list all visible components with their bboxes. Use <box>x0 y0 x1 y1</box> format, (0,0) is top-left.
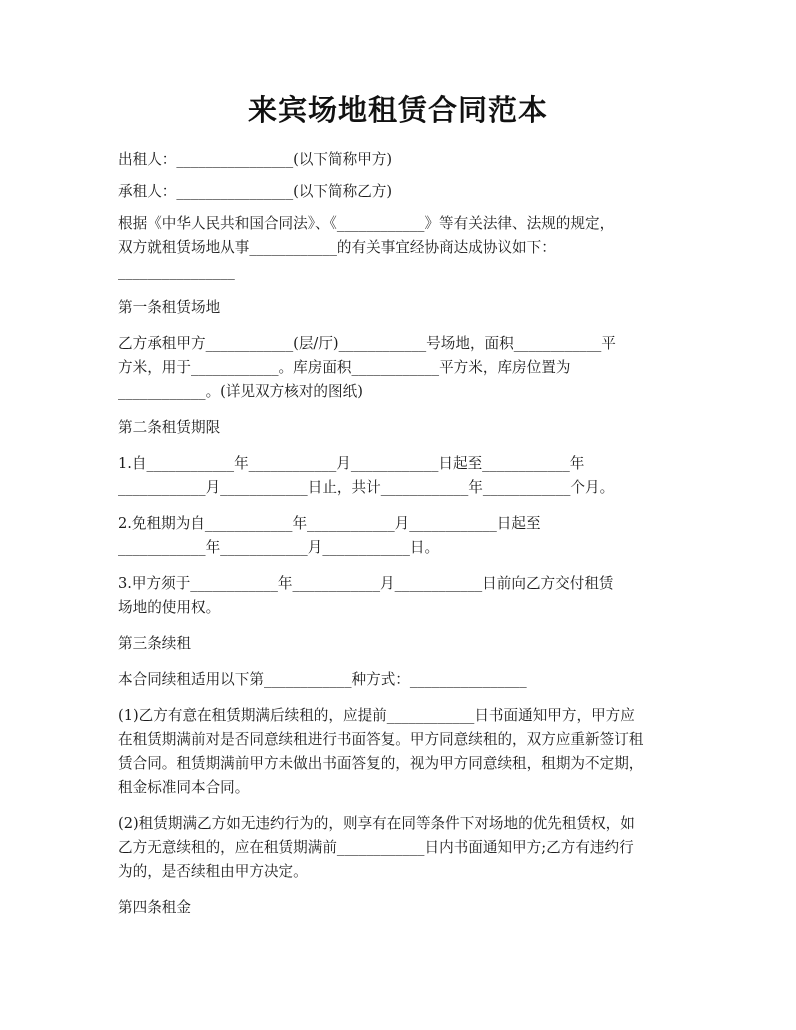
paragraph-line: 赁合同。租赁期满前甲方未做出书面答复的，视为甲方同意续租，租期为不定期， <box>118 755 644 772</box>
paragraph-line: 1.自____________年____________月____________日起至____________年 <box>118 455 585 472</box>
paragraph-line: 为的，是否续租由甲方决定。 <box>118 863 308 880</box>
paragraph-line: ____________。(详见双方核对的图纸) <box>118 383 363 400</box>
article-3-option-1 <box>118 704 680 800</box>
article-2-item-2 <box>118 512 680 560</box>
lessor-line: 出租人：________________(以下简称甲方) <box>118 151 393 168</box>
paragraph-line: 乙方承租甲方____________(层/厅)____________号场地，面积____________平 <box>118 335 616 352</box>
article-3-option-2 <box>118 812 680 884</box>
paragraph-line: 2.免租期为自____________年____________月____________日起至 <box>118 515 541 532</box>
article-2-heading: 第二条租赁期限 <box>118 419 221 436</box>
paragraph-line: 双方就租赁场地从事____________的有关事宜经协商达成协议如下： <box>118 239 556 256</box>
paragraph-line: 根据《中华人民共和国合同法》、《____________》等有关法律、法规的规定， <box>118 215 615 232</box>
article-4-heading: 第四条租金 <box>118 899 191 916</box>
paragraph-line: 租金标准同本合同。 <box>118 779 250 796</box>
paragraph-line: ____________月____________日止，共计____________年____________个月。 <box>118 479 615 496</box>
contract-body <box>118 148 680 932</box>
article-2-item-3 <box>118 572 680 620</box>
paragraph-line: ____________年____________月____________日。 <box>118 539 440 556</box>
article-2-item-1 <box>118 452 680 500</box>
document-title: 来宾场地租赁合同范本 <box>247 93 548 127</box>
paragraph-line: 3.甲方须于____________年____________月____________日前向乙方交付租赁 <box>118 575 614 592</box>
article-3-heading: 第三条续租 <box>118 635 191 652</box>
paragraph-line: 在租赁期满前对是否同意续租进行书面答复。甲方同意续租的，双方应重新签订租 <box>118 731 644 748</box>
article-1-paragraph <box>118 332 680 404</box>
paragraph-line: ________________ <box>118 263 235 280</box>
lessee-line: 承租人：________________(以下简称乙方) <box>118 183 393 200</box>
paragraph-line: 方米，用于____________。库房面积____________平方米，库房位置为 <box>118 359 571 376</box>
paragraph-line: (1)乙方有意在租赁期满后续租的，应提前____________日书面通知甲方，甲方应 <box>118 707 635 724</box>
preamble-paragraph <box>118 212 680 284</box>
paragraph-line: 场地的使用权。 <box>118 599 221 616</box>
paragraph-line: (2)租赁期满乙方如无违约行为的，则享有在同等条件下对场地的优先租赁权，如 <box>118 815 635 832</box>
paragraph-line: 乙方无意续租的，应在租赁期满前____________日内书面通知甲方;乙方有违约行 <box>118 839 634 856</box>
article-1-heading: 第一条租赁场地 <box>118 299 221 316</box>
article-3-intro: 本合同续租适用以下第____________种方式：________________ <box>118 671 527 688</box>
